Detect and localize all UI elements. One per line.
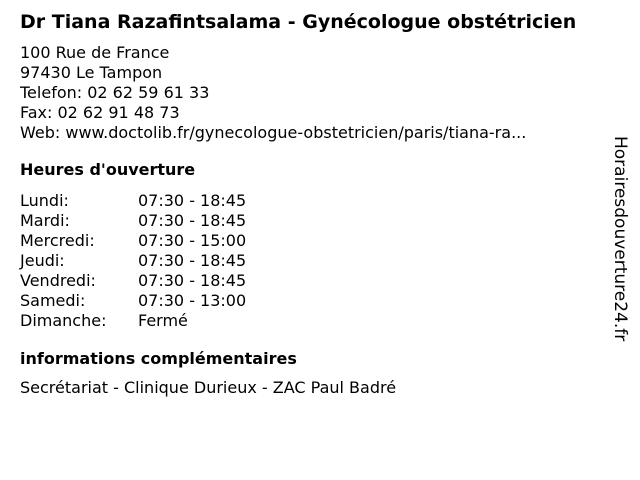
page-title: Dr Tiana Razafintsalama - Gynécologue obstétricien xyxy=(20,11,577,33)
contact-block xyxy=(20,43,610,143)
hours-time: 07:30 - 18:45 xyxy=(138,211,247,230)
info-heading: informations complémentaires xyxy=(20,349,297,368)
info-text: Secrétariat - Clinique Durieux - ZAC Paul Badré xyxy=(20,378,397,397)
hours-time: 07:30 - 18:45 xyxy=(138,251,247,270)
hours-row-mercredi xyxy=(20,231,610,251)
hours-heading: Heures d'ouverture xyxy=(20,160,196,179)
website-link[interactable]: Web: www.doctolib.fr/gynecologue-obstetricien/paris/tiana-ra... xyxy=(20,123,527,142)
hours-time: 07:30 - 18:45 xyxy=(138,271,247,290)
fax-number: Fax: 02 62 91 48 73 xyxy=(20,103,180,122)
hours-day: Vendredi: xyxy=(20,271,96,290)
hours-row-samedi xyxy=(20,291,610,311)
phone-number[interactable]: Telefon: 02 62 59 61 33 xyxy=(20,83,210,102)
hours-day: Samedi: xyxy=(20,291,86,310)
address-street: 100 Rue de France xyxy=(20,43,170,62)
hours-day: Mercredi: xyxy=(20,231,95,250)
brand-watermark: Horairesdouverture24.fr xyxy=(610,136,630,342)
listing-card xyxy=(20,9,610,398)
hours-row-mardi xyxy=(20,211,610,231)
hours-table xyxy=(20,191,610,331)
hours-day: Lundi: xyxy=(20,191,69,210)
hours-row-jeudi xyxy=(20,251,610,271)
hours-row-lundi xyxy=(20,191,610,211)
hours-day: Dimanche: xyxy=(20,311,107,330)
hours-time: Fermé xyxy=(138,311,188,330)
address-city: 97430 Le Tampon xyxy=(20,63,163,82)
hours-row-dimanche xyxy=(20,311,610,331)
hours-time: 07:30 - 18:45 xyxy=(138,191,247,210)
hours-time: 07:30 - 13:00 xyxy=(138,291,247,310)
hours-row-vendredi xyxy=(20,271,610,291)
hours-day: Mardi: xyxy=(20,211,70,230)
hours-time: 07:30 - 15:00 xyxy=(138,231,247,250)
hours-day: Jeudi: xyxy=(20,251,65,270)
